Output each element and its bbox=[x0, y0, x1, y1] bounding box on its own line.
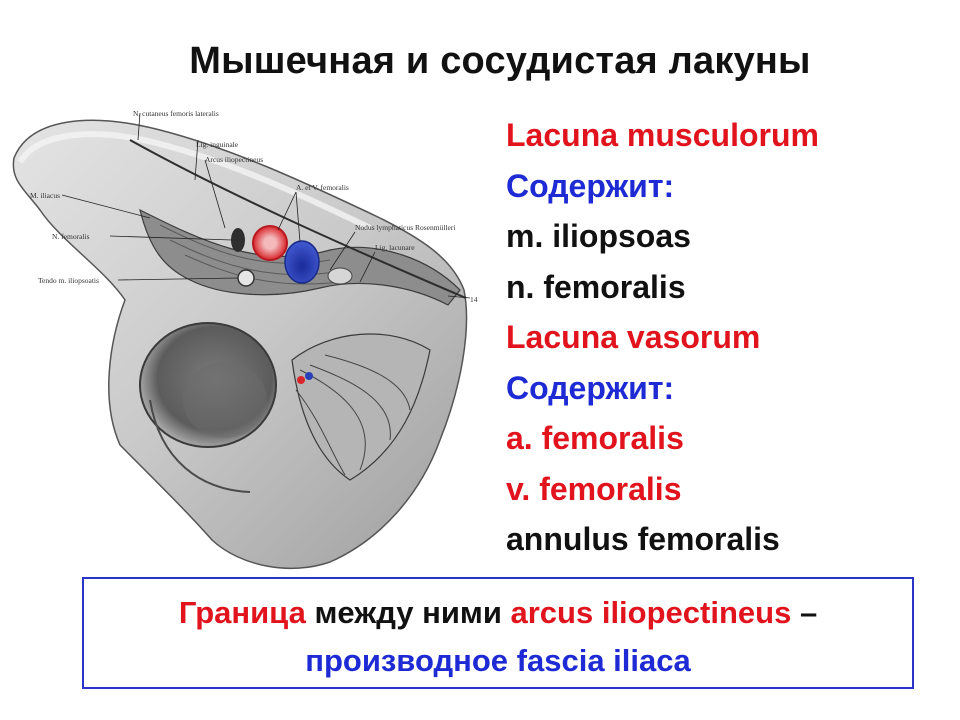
label-number-14: 14 bbox=[470, 295, 478, 304]
slide-title: Мышечная и сосудистая лакуны bbox=[189, 40, 811, 82]
between-them-text: между ними bbox=[305, 595, 511, 630]
label-n-femoralis: N. femoralis bbox=[52, 232, 90, 241]
derivative-word: производное bbox=[305, 643, 509, 678]
dash-text: – bbox=[791, 595, 818, 630]
label-m-iliacus: M. iliacus bbox=[30, 191, 60, 200]
label-tendo-iliopsoatis: Tendo m. iliopsoatis bbox=[38, 276, 99, 285]
boundary-line-1 bbox=[84, 589, 912, 637]
heading-lacuna-musculorum: Lacuna musculorum bbox=[506, 117, 819, 153]
label-nodus-lymphaticus: Nodus lymphaticus Rosenmülleri bbox=[355, 223, 456, 232]
label-lig-inguinale: Lig. inguinale bbox=[196, 140, 239, 149]
label-lig-lacunare: Lig. lacunare bbox=[375, 243, 415, 252]
arcus-iliopectineus-text: arcus iliopectineus bbox=[510, 595, 792, 630]
femoral-nerve-shape bbox=[231, 228, 245, 252]
anatomy-illustration bbox=[0, 100, 478, 578]
label-arcus-iliopectineus: Arcus iliopectineus bbox=[205, 155, 264, 164]
heading-lacuna-vasorum: Lacuna vasorum bbox=[506, 319, 761, 355]
contains-label: Содержит: bbox=[506, 369, 675, 406]
boundary-line-2 bbox=[84, 637, 912, 685]
fascia-iliaca-text: fascia iliaca bbox=[508, 643, 691, 678]
femoral-vein-shape bbox=[285, 241, 319, 283]
boundary-word: Граница bbox=[178, 595, 306, 630]
boundary-note-box bbox=[82, 577, 914, 689]
femoral-artery-shape bbox=[253, 226, 287, 260]
item-v-femoralis: v. femoralis bbox=[506, 470, 682, 507]
contains-label: Содержит: bbox=[506, 167, 675, 204]
item-annulus-femoralis: annulus femoralis bbox=[506, 521, 780, 557]
lymph-node-shape bbox=[328, 268, 352, 284]
item-n-femoralis: n. femoralis bbox=[506, 268, 686, 305]
item-a-femoralis: a. femoralis bbox=[506, 420, 684, 456]
label-n-cutaneus: N. cutaneus femoris lateralis bbox=[133, 109, 219, 118]
label-a-et-v-femoralis: A. et V. femoralis bbox=[296, 183, 349, 192]
item-m-iliopsoas: m. iliopsoas bbox=[506, 218, 691, 254]
lacunae-content-list bbox=[506, 110, 946, 565]
